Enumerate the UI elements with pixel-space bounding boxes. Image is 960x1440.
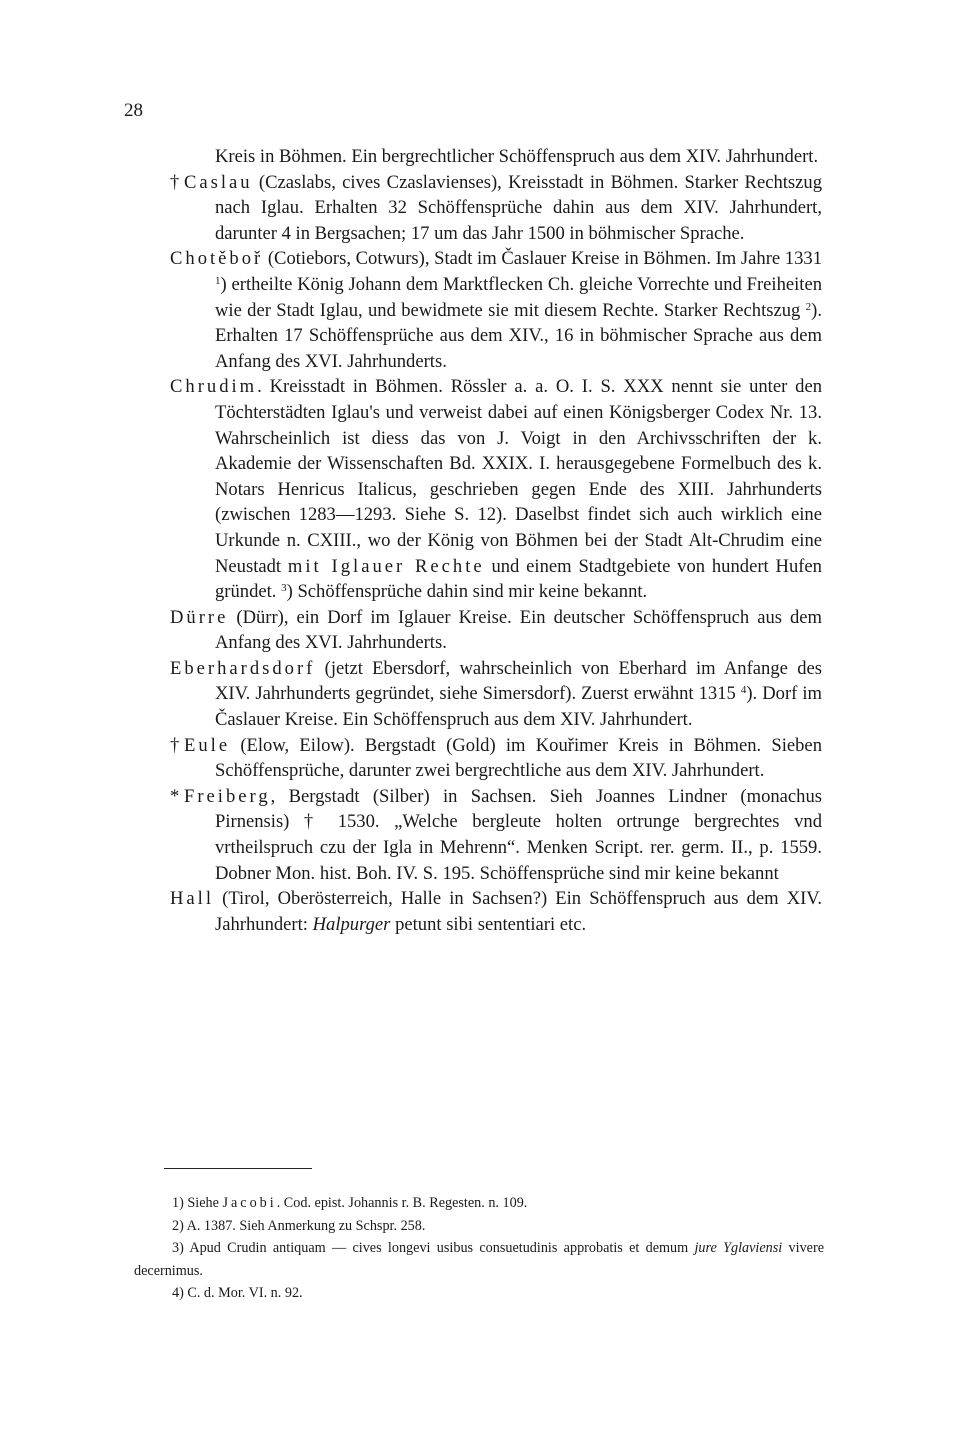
footnote-ref: 1 — [215, 274, 221, 287]
entry-hall — [170, 886, 822, 937]
footnote-ref: 2 — [805, 300, 812, 313]
entry-head: Caslau — [184, 171, 253, 193]
entry-head: Hall — [170, 888, 215, 910]
entry-caslau — [170, 170, 822, 247]
entry-head: Eule — [184, 734, 231, 756]
entry-text: petunt sibi sententiari etc. — [390, 913, 587, 935]
entry-text: (Cotiebors, Cotwurs), Stadt im Časlauer Kreise in Böhmen. Im Jahre 1331 — [263, 248, 822, 270]
entry-continuation — [170, 144, 822, 170]
entry-text: . Kreisstadt in Böhmen. Rössler a. a. O. I. S. XXX nennt sie unter den Töchterstädten Iglau's und verweist dabei auf einen Königsberger Codex Nr. 13. Wahrscheinlich ist diess das von J. Voigt in den Archivsschriften der k. Akademie der Wissenschaften Bd. XXIX. I. herausgegebene Formelbuch des k. Notars Henricus Italicus, geschrieben gegen Ende des XIII. Jahrhunderts (zwischen 1283—1293. Siehe S. 12). Daselbst findet sich auch wirklich eine Urkunde n. CXIII., wo der König von Böhmen bei der Stadt Alt-Chrudim eine Neustadt — [215, 376, 822, 577]
entry-text: ) ertheilte König Johann dem Marktflecken Ch. gleiche Vorrechte und Freiheiten wie der Stadt Iglau, und bewidmete sie mit diesem Rechte. Starker Rechtszug — [215, 273, 822, 321]
entry-head: Chrudim — [170, 376, 258, 398]
entry-text: und einem Stadtgebiete von hundert Hufen gründet. — [215, 555, 822, 603]
footnote-text: A. 1387. Sieh Anmerkung zu Schspr. 258. — [183, 1217, 426, 1234]
entry-text: (Tirol, Oberösterreich, Halle in Sachsen?) Ein Schöffenspruch aus dem XIV. Jahrhundert: — [214, 888, 822, 935]
asterisk-mark: * — [170, 785, 180, 807]
entry-list — [170, 144, 822, 937]
footnote-number: 4) — [172, 1285, 184, 1301]
entry-head: Freiberg — [184, 785, 271, 807]
footnote-text: Siehe — [183, 1195, 223, 1211]
italic-phrase: jure Yglaviensi — [694, 1240, 783, 1256]
footnote-divider — [164, 1168, 312, 1169]
entry-text: (Dürr), ein Dorf im Iglauer Kreise. Ein deutscher Schöffenspruch aus dem Anfang des XVI. Jahrhunderts. — [215, 606, 822, 654]
entry-text: (Elow, Eilow). Bergstadt (Gold) im Kouřimer Kreis in Böhmen. Sieben Schöffensprüche, darunter zwei bergrechtliche aus dem XIV. Jahrhundert. — [215, 734, 822, 782]
entry-text: ). Dorf im Časlauer Kreise. Ein Schöffenspruch aus dem XIV. Jahrhundert. — [215, 683, 822, 731]
dagger-mark: † — [170, 734, 180, 756]
page-number: 28 — [124, 100, 143, 121]
footnote-number: 1) — [172, 1195, 184, 1211]
footnote-text: vivere decernimus. — [134, 1240, 824, 1279]
dagger-mark: † — [170, 171, 180, 193]
footnote-text: C. d. Mor. VI. n. 92. — [183, 1285, 303, 1301]
footnote-text: . Cod. epist. Johannis r. B. Regesten. n. 109. — [276, 1195, 528, 1211]
footnote-text: Apud Crudin antiquam — cives longevi usibus consuetudinis approbatis et demum — [183, 1240, 695, 1256]
entry-text: Kreis in Böhmen. Ein bergrechtlicher Schöffenspruch aus dem XIV. Jahrhundert. — [215, 146, 819, 167]
italic-word: Halpurger — [312, 913, 391, 935]
footnote-1 — [134, 1192, 824, 1215]
footnote-number: 3) — [172, 1240, 184, 1256]
entry-head: Eberhardsdorf — [170, 657, 316, 679]
entry-eule — [170, 733, 822, 784]
footnote-2 — [134, 1215, 824, 1238]
footnote-ref: 3 — [281, 582, 287, 595]
entry-eberhardsdorf — [170, 656, 822, 733]
entry-text: ). Erhalten 17 Schöffensprüche aus dem XIV., 16 in böhmischer Sprache aus dem Anfang des XVI. Jahrhunderts. — [215, 299, 822, 372]
entry-text: ) Schöffensprüche dahin sind mir keine bekannt. — [286, 581, 648, 603]
footnote-3 — [134, 1237, 824, 1282]
footnote-ref: 4 — [740, 684, 747, 697]
entry-text: , Bergstadt (Silber) in Sachsen. Sieh Joannes Lindner (monachus Pirnensis) † 1530. „Welche bergleute holten ortrunge bergrechtes vnd vrtheilspruch czu der Igla in Mehrenn“. Menken Script. rer. germ. II., p. 1559. Dobner Mon. hist. Boh. IV. S. 195. Schöffensprüche sind mir keine bekannt — [215, 785, 822, 884]
spaced-name: Jacobi — [222, 1195, 277, 1211]
footnote-number: 2) — [172, 1217, 184, 1234]
entry-duerre — [170, 605, 822, 656]
entry-freiberg — [170, 784, 822, 886]
footnotes — [134, 1192, 824, 1305]
entry-text: (jetzt Ebersdorf, wahrscheinlich von Eberhard im Anfange des XIV. Jahrhunderts gegründet, siehe Simersdorf). Zuerst erwähnt 1315 — [215, 657, 822, 705]
entry-text: (Czaslabs, cives Czaslavienses), Kreisstadt in Böhmen. Starker Rechtszug nach Iglau. Erhalten 32 Schöffensprüche dahin aus dem XIV. Jahrhundert, darunter 4 in Bergsachen; 17 um das Jahr 1500 in böhmischer Sprache. — [215, 171, 822, 244]
entry-chotebor — [170, 246, 822, 374]
entry-head: Dürre — [170, 606, 229, 628]
entry-head: Chotěboř — [170, 248, 264, 270]
entry-chrudim — [170, 374, 822, 604]
spaced-phrase: mit Iglauer Rechte — [287, 555, 485, 577]
footnote-4 — [134, 1282, 824, 1305]
